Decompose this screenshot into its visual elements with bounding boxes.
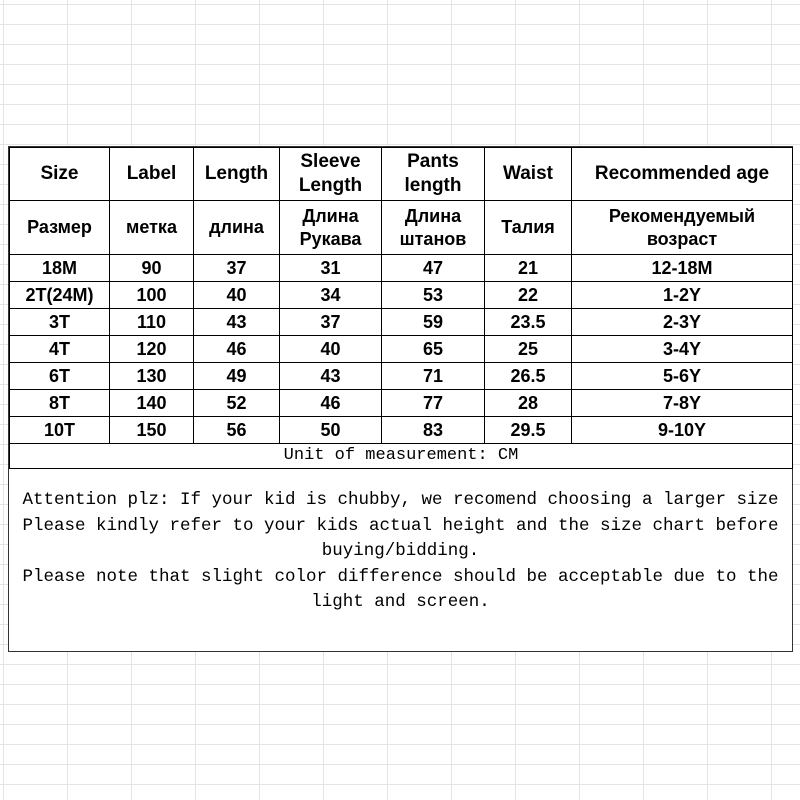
cell-pants-length: 59 (382, 309, 485, 336)
header-waist: Waist (485, 148, 572, 201)
cell-length: 37 (194, 255, 280, 282)
cell-size: 18M (10, 255, 110, 282)
cell-label: 110 (110, 309, 194, 336)
cell-waist: 28 (485, 390, 572, 417)
cell-size: 2T(24M) (10, 282, 110, 309)
cell-length: 43 (194, 309, 280, 336)
table-row (10, 255, 793, 282)
cell-label: 100 (110, 282, 194, 309)
note-chubby: Attention plz: If your kid is chubby, we recomend choosing a larger size (22, 490, 779, 510)
cell-pants-length: 71 (382, 363, 485, 390)
table-row (10, 390, 793, 417)
cell-sleeve-length: 37 (280, 309, 382, 336)
table-row (10, 417, 793, 444)
notes-block (9, 488, 792, 616)
cell-pants-length: 77 (382, 390, 485, 417)
cell-waist: 25 (485, 336, 572, 363)
cell-length: 56 (194, 417, 280, 444)
table-row (10, 363, 793, 390)
cell-sleeve-length: 50 (280, 417, 382, 444)
cell-waist: 22 (485, 282, 572, 309)
header-length-ru: длина (194, 201, 280, 255)
cell-recommended-age: 1-2Y (572, 282, 793, 309)
unit-note: Unit of measurement: CM (10, 444, 793, 469)
cell-label: 140 (110, 390, 194, 417)
cell-label: 150 (110, 417, 194, 444)
cell-pants-length: 53 (382, 282, 485, 309)
table-row (10, 282, 793, 309)
header-waist-ru: Талия (485, 201, 572, 255)
header-label-ru: метка (110, 201, 194, 255)
size-chart-table (9, 147, 793, 469)
cell-label: 90 (110, 255, 194, 282)
header-length: Length (194, 148, 280, 201)
cell-size: 4T (10, 336, 110, 363)
cell-size: 3T (10, 309, 110, 336)
cell-sleeve-length: 34 (280, 282, 382, 309)
cell-label: 130 (110, 363, 194, 390)
cell-length: 52 (194, 390, 280, 417)
header-row-russian (10, 201, 793, 255)
cell-recommended-age: 3-4Y (572, 336, 793, 363)
cell-length: 49 (194, 363, 280, 390)
header-pants-length: Pants length (382, 148, 485, 201)
note-refer-size-chart: Please kindly refer to your kids actual height and the size chart before buying/bidding. (22, 515, 779, 561)
cell-length: 40 (194, 282, 280, 309)
header-recommended-age: Recommended age (572, 148, 793, 201)
table-row (10, 309, 793, 336)
cell-waist: 21 (485, 255, 572, 282)
cell-label: 120 (110, 336, 194, 363)
cell-pants-length: 65 (382, 336, 485, 363)
cell-size: 10T (10, 417, 110, 444)
header-pants-length-ru: Длина штанов (382, 201, 485, 255)
cell-size: 6T (10, 363, 110, 390)
cell-sleeve-length: 31 (280, 255, 382, 282)
header-size-ru: Размер (10, 201, 110, 255)
cell-waist: 29.5 (485, 417, 572, 444)
cell-waist: 26.5 (485, 363, 572, 390)
header-recommended-age-ru: Рекомендуемый возраст (572, 201, 793, 255)
header-sleeve-length-ru: Длина Рукава (280, 201, 382, 255)
cell-length: 46 (194, 336, 280, 363)
cell-recommended-age: 5-6Y (572, 363, 793, 390)
cell-waist: 23.5 (485, 309, 572, 336)
header-sleeve-length: Sleeve Length (280, 148, 382, 201)
table-row (10, 336, 793, 363)
cell-sleeve-length: 46 (280, 390, 382, 417)
cell-sleeve-length: 43 (280, 363, 382, 390)
cell-size: 8T (10, 390, 110, 417)
cell-recommended-age: 7-8Y (572, 390, 793, 417)
unit-row (10, 444, 793, 469)
header-row-english (10, 148, 793, 201)
header-label: Label (110, 148, 194, 201)
cell-recommended-age: 2-3Y (572, 309, 793, 336)
note-color-difference: Please note that slight color difference should be acceptable due to the light and screen. (22, 566, 779, 612)
cell-recommended-age: 12-18M (572, 255, 793, 282)
header-size: Size (10, 148, 110, 201)
cell-pants-length: 83 (382, 417, 485, 444)
cell-recommended-age: 9-10Y (572, 417, 793, 444)
cell-sleeve-length: 40 (280, 336, 382, 363)
cell-pants-length: 47 (382, 255, 485, 282)
